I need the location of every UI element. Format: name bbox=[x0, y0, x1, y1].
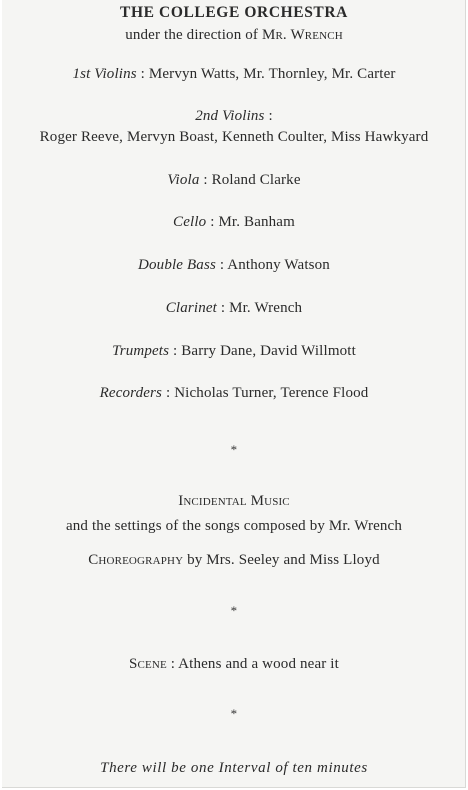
incidental-music-heading: Incidental Music bbox=[178, 493, 290, 509]
divider-star: * bbox=[230, 603, 238, 618]
recorders-separator: : bbox=[165, 385, 171, 401]
cello-separator: : bbox=[210, 214, 215, 230]
first-violins-players: Mervyn Watts, Mr. Thornley, Mr. Carter bbox=[148, 66, 396, 82]
double-bass-line bbox=[2, 257, 466, 274]
recorders-line bbox=[2, 385, 466, 402]
cello-line bbox=[2, 214, 466, 231]
cello-players: Mr. Banham bbox=[218, 214, 295, 230]
recorders-players: Nicholas Turner, Terence Flood bbox=[174, 385, 369, 401]
clarinet-players: Mr. Wrench bbox=[229, 300, 303, 316]
programme-page bbox=[2, 0, 466, 788]
viola-role: Viola bbox=[167, 172, 200, 188]
trumpets-line bbox=[2, 343, 466, 360]
viola-line bbox=[2, 172, 466, 189]
scene-line bbox=[2, 656, 466, 673]
interval-note: There will be one Interval of ten minutes bbox=[100, 760, 368, 776]
scene-separator: : bbox=[170, 656, 176, 672]
double-bass-role: Double Bass bbox=[138, 257, 216, 273]
choreography-label: Choreography bbox=[88, 552, 184, 568]
double-bass-separator: : bbox=[219, 257, 225, 273]
second-violins-players: Roger Reeve, Mervyn Boast, Kenneth Coulter, Miss Hawkyard bbox=[39, 129, 429, 145]
clarinet-line bbox=[2, 300, 466, 317]
divider-star: * bbox=[230, 706, 238, 721]
first-violins-line bbox=[2, 66, 466, 83]
recorders-role: Recorders bbox=[99, 385, 163, 401]
scene-label: Scene bbox=[129, 656, 167, 672]
clarinet-separator: : bbox=[220, 300, 226, 316]
double-bass-players: Anthony Watson bbox=[227, 257, 330, 273]
songs-composed-line: and the settings of the songs composed by Mr. Wrench bbox=[65, 518, 403, 534]
second-violins-role: 2nd Violins bbox=[195, 108, 265, 124]
clarinet-role: Clarinet bbox=[165, 300, 217, 316]
viola-players: Roland Clarke bbox=[211, 172, 301, 188]
cello-role: Cello bbox=[173, 214, 207, 230]
orchestra-title: THE COLLEGE ORCHESTRA bbox=[120, 4, 348, 21]
divider-star: * bbox=[230, 442, 238, 457]
trumpets-separator: : bbox=[173, 343, 178, 359]
scene-text: Athens and a wood near it bbox=[178, 656, 339, 672]
trumpets-players: Barry Dane, David Willmott bbox=[181, 343, 356, 359]
choreography-credit: by Mrs. Seeley and Miss Lloyd bbox=[187, 552, 380, 568]
second-violins-separator: : bbox=[268, 108, 273, 124]
direction-prefix: under the direction of bbox=[125, 27, 259, 43]
choreography-line bbox=[2, 552, 466, 569]
first-violins-role: 1st Violins bbox=[72, 66, 137, 82]
second-violins-heading bbox=[2, 108, 466, 125]
trumpets-role: Trumpets bbox=[112, 343, 170, 359]
viola-separator: : bbox=[203, 172, 208, 188]
first-violins-separator: : bbox=[140, 66, 145, 82]
direction-line bbox=[2, 27, 466, 44]
director-name: Mr. Wrench bbox=[261, 27, 343, 43]
